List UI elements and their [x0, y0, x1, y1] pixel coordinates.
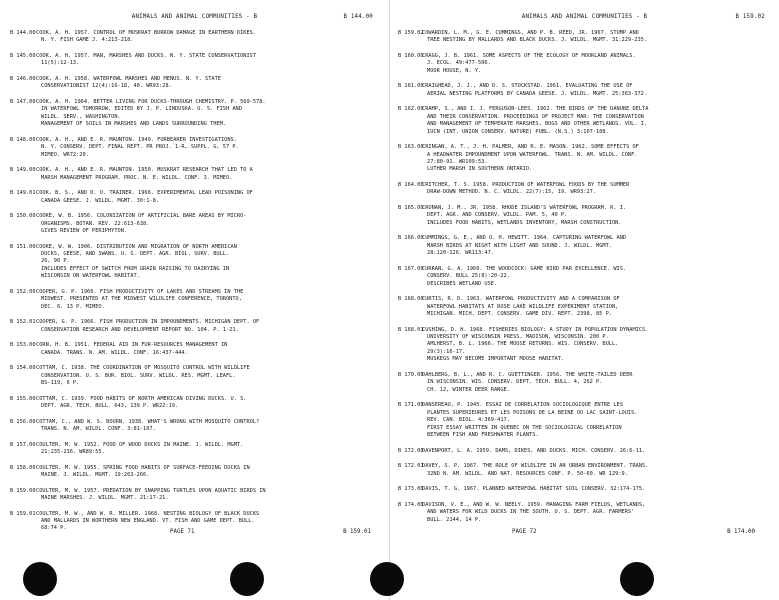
entry-text-line: COOK, A. H., AND E. R. MAUNTON. 1949. FURBEARER INVESTIGATIONS. [36, 136, 237, 143]
entry-id: B 174.00 [398, 501, 424, 508]
entry-text-line: AMLHERST, B. L. 1966. THE MOOSE RETURNS. WIS. CONSERV. BULL. [427, 341, 619, 348]
entry-text-line: DAVENPORT, L. A. 1959. DAMS, DIKES, AND DUCKS. MICH. CONSERV. 26:6-11. [422, 447, 646, 454]
entry-id: B 159.02 [398, 30, 424, 36]
bibliography-entry [0, 53, 381, 68]
entry-text-line: CORN, H. B. 1951. FEDERAL AID IN FUR-RESOURCES MANAGEMENT IN [36, 342, 228, 349]
binder-hole [230, 562, 264, 596]
entry-text-line: DESCRIBES WETLAND USE. [427, 280, 498, 287]
entry-text-line: DUCKS, GEESE, AND SWANS. U. S. DEPT. AGR. BIOL. SURV. BULL. [41, 251, 230, 258]
bibliography-entry [390, 448, 771, 455]
bibliography-entry [390, 182, 771, 197]
entry-text-line: 27:80-91. WR109:53. [427, 159, 488, 166]
entry-id: B 172.00 [398, 447, 424, 454]
bibliography-entry [0, 289, 381, 311]
footer-code: B 174.00 [727, 529, 755, 535]
entry-id: B 147.00 [10, 99, 36, 105]
bibliography-entry [390, 327, 771, 364]
entry-id: B 167.00 [398, 265, 424, 272]
entry-text-line: CRAGG, J. B. 1961. SOME ASPECTS OF THE ECOLOGY OF MOORLAND ANIMALS. [422, 53, 636, 59]
entry-text-line: CUMMINGS, G. E., AND O. H. HEWITT. 1964. CAPTURING WATERFOWL AND [422, 235, 627, 242]
entry-text-line: IN WISCONSIN. WIS. CONSERV. DEPT. TECH. BULL. 4, 262 P. [427, 379, 603, 386]
entry-text-line: CRONAN, J. M., JR. 1958. RHODE ISLAND'S WATERFOWL PROGRAM. R. I. [422, 205, 627, 212]
bibliography-entry [0, 99, 381, 129]
entry-text-line: UNIVERSITY OF WISCONSIN PRESS, MADISON, WISCONSIN. 200 P. [427, 334, 609, 341]
entry-text-line: COOK, A. H. 1964. BETTER LIVING FOR DUCKS-THROUGH CHEMISTRY. P. 569-578. [36, 99, 266, 105]
entry-id: B 149.01 [10, 190, 36, 197]
entry-text-line: BETWEEN FISH AND FRESHWATER PLANTS. [427, 431, 539, 438]
entry-text-line: DEPT. AGR. TECH. BULL. 643, 139 P. WR22:19. [41, 403, 179, 410]
entry-text-line: COOK, A. H. 1957. MAN, MARSHES AND DUCKS. N. Y. STATE CONSERVATIONIST [36, 53, 257, 59]
section-title: ANIMALS AND ANIMAL COMMUNITIES - B [131, 14, 258, 20]
entry-text-line: COOKE, W. W. 1906. DISTRIBUTION AND MIGRATION OF NORTH AMERICAN [36, 243, 237, 250]
entry-text-line: AERIAL NESTING PLATFORMS BY CANADA GEESE. J. WILDL. MGMT. 25:363-372. [427, 90, 648, 97]
entry-text-line: N. Y. CONSERV. DEPT. FINAL REPT. PR PROJ. 1-R, SUPPL. G, 57 P. [41, 144, 239, 151]
entry-text-line: DRAW-DOWN METHOD. N. C. WILDL. 22(7):15, 19. WR93:27. [427, 189, 597, 196]
entry-text-line: A HEADWATER IMPOUNDMENT UPON WATERFOWL. TRANS. N. AM. WILDL. CONF. [427, 151, 638, 158]
entry-text-line: 28:120-126. WR113:47. [427, 250, 494, 257]
bibliography-entry [390, 83, 771, 98]
page-71 [0, 0, 389, 600]
entry-text-line: MICHIGAN. MICH. DEPT. CONSERV. GAME DIV. REPT. 2398, 85 P. [427, 311, 612, 318]
entry-text-line: CUSHING, D. H. 1968. FISHERIES BIOLOGY: A STUDY IN POPULATION DYNAMICS. [422, 326, 649, 333]
entry-id: B 155.00 [10, 395, 36, 402]
entry-id: B 163.00 [398, 144, 424, 151]
entry-text-line: COULTER, M. W. 1957. PREDATION BY SNAPPING TURTLES UPON AQUATIC BIRDS IN [36, 487, 266, 494]
entry-text-line: CONSERV. BULL 25(8):20-22. [427, 273, 510, 280]
entry-text-line: FIRST ESSAY WRITTEN IN QUEBEC ON THE SOCIOLOGICAL CORRELATION [427, 424, 622, 431]
header-code: B 159.02 [735, 14, 765, 20]
entry-text-line: DEC. 6. 13 P. MIMEO. [41, 303, 105, 310]
entry-text-line: CURTIS, R. D. 1963. WATERFOWL PRODUCTIVITY AND A COMPARISON OF [422, 296, 620, 303]
entry-id: B 153.00 [10, 342, 36, 349]
entry-text-line: 26, 90 P. [41, 258, 70, 265]
bibliography-entry [0, 244, 381, 281]
binder-hole [370, 562, 404, 596]
entry-list [390, 30, 771, 532]
entry-text-line: BS-119, 6 P. [41, 380, 80, 387]
entry-text-line: J. ECOL. 49:477-506. [427, 60, 491, 67]
bibliography-entry [0, 396, 381, 411]
bibliography-entry [390, 205, 771, 227]
entry-text-line: AND THEIR CONSERVATION. PROCEEDINGS OF PROJECT MAR: THE CONSERVATION [427, 113, 644, 120]
entry-text-line: COTTAM, C. 1938. THE COORDINATION OF MOSQUITO CONTROL WITH WILDLIFE [36, 365, 250, 372]
bibliography-entry [390, 30, 771, 45]
header-code: B 144.00 [343, 14, 373, 20]
entry-text-line: WISCONSIN ON WATERFOWL HABITAT. [41, 273, 140, 280]
entry-text-line: COULTER, M. W., AND W. R. MILLER. 1968. NESTING BIOLOGY OF BLACK DUCKS [36, 510, 260, 517]
bibliography-entry [0, 213, 381, 235]
entry-text-line: TREE NESTING BY MALLARDS AND BLACK DUCKS. J. WILDL. MGMT. 31:229-235. [427, 37, 648, 44]
entry-id: B 161.00 [398, 83, 424, 90]
entry-text-line: CRAMP, S., AND I. J. FERGUSON-LEES. 1962. THE BIRDS OF THE DANUBE DELTA [422, 106, 649, 113]
entry-text-line: CURRAN, G. A. 1960. THE WOODCOCK: GAME BIRD PAR EXCELLENCE. WIS. [422, 265, 627, 272]
entry-text-line: 29(3):16-17. [427, 348, 466, 355]
bibliography-entry [0, 30, 381, 45]
entry-text-line: COOPER, G. P. 1960. FISH PRODUCTIVITY OF LAKES AND STREAMS IN THE [36, 288, 244, 295]
entry-id: B 165.00 [398, 205, 424, 212]
entry-text-line: N. Y. FISH GAME J. 4:213-218. [41, 37, 134, 44]
entry-text-line: PLANTES SUPERIEURES ET LES POISONS DE LA BEINE OU LAC SAINT-LOUIS. [427, 409, 638, 416]
entry-text-line: COOPER, G. P. 1966. FISH PRODUCTION IN IMPOUNDMENTS. MICHIGAN DEPT. OF [36, 319, 260, 326]
entry-id: B 156.00 [10, 418, 36, 425]
entry-id: B 148.00 [10, 136, 36, 143]
entry-text-line: DAVISON, V. E., AND W. W. NEELY. 1959. MANAGING FARM FIELDS, WETLANDS, [422, 501, 646, 508]
binder-hole [620, 562, 654, 596]
bibliography-entry [390, 106, 771, 136]
entry-id: B 145.00 [10, 53, 36, 59]
entry-text-line: COTTAM, C., AND W. S. BOURN. 1938. WHAT'S WRONG WITH MOSQUITO CONTROL? [36, 418, 260, 425]
entry-text-line: MANAGEMENT OF SOILS IN MARSHES AND LANDS SURROUNDING THEM. [41, 121, 226, 128]
entry-text-line: 11(5):12-13. [41, 60, 80, 67]
bibliography-entry [390, 502, 771, 524]
entry-text-line: COOKE, W. B. 1956. COLONIZATION OF ARTIFICIAL BARE AREAS BY MICRO- [36, 213, 247, 220]
bibliography-entry [390, 463, 771, 478]
entry-text-line: AND MANAGEMENT OF TEMPERATE MARSHES, BOGS AND OTHER WETLANDS. VOL. I. [427, 121, 648, 128]
entry-id: B 150.00 [10, 213, 36, 220]
entry-text-line: CONSERVATIONIST 12(4):16-18, 40. WR93:28. [41, 83, 172, 90]
bibliography-entry [0, 465, 381, 480]
entry-text-line: DEPT. AGR. AND CONSERV. WILDL. PAM. 5, 40 P. [427, 212, 568, 219]
entry-id: B 172.01 [398, 463, 424, 470]
bibliography-entry [390, 402, 771, 439]
entry-text-line: CONSERVATION. U. S. BUR. BIOL. SURV. WILDL. RES. MGMT. LEAFL. [41, 372, 236, 379]
entry-text-line: ORGANISMS. BOTAN. REV. 22:613-638. [41, 220, 150, 227]
entry-text-line: 68:74 P. [41, 525, 67, 532]
entry-id: B 162.00 [398, 106, 424, 113]
entry-text-line: CH. 12, WINTER DEER RANGE. [427, 386, 510, 393]
entry-text-line: INCLUDES FOOD HABITS, WETLANDS INVENTORY, MARSH CONSTRUCTION. [427, 219, 622, 226]
entry-id: B 173.00 [398, 486, 424, 493]
bibliography-entry [0, 419, 381, 434]
entry-id: B 171.00 [398, 402, 424, 409]
entry-text-line: COTTAM, C. 1939. FOOD HABITS OF NORTH AMERICAN DIVING DUCKS. U. S. [36, 395, 247, 402]
entry-id: B 170.00 [398, 371, 424, 378]
bibliography-entry [0, 76, 381, 91]
entry-text-line: TRANS. N. AM. WILDL. CONF. 3:81-107. [41, 426, 156, 433]
entry-text-line: MARSH MANAGEMENT PROGRAM. PROC. N. E. WILDL. CONF. 3. MIMEO. [41, 174, 233, 181]
entry-id: B 159.00 [10, 487, 36, 494]
entry-text-line: CRINGAN, A. T., J. H. PALMER, AND R. E. MASON. 1962. SOME EFFECTS OF [422, 144, 639, 151]
entry-text-line: COOK, A. H. 1957. CONTROL OF MUSKRAT BURROW DAMAGE IN EARTHERN DIKES. [36, 30, 257, 36]
bibliography-entry [0, 342, 381, 357]
bibliography-entry [390, 235, 771, 257]
bibliography-entry [0, 190, 381, 205]
entry-text-line: AND WATERS FOR WILD DUCKS IN THE SOUTH. U. S. DEPT. AGR. FARMERS' [427, 509, 635, 516]
entry-text-line: DAVIS, T. G. 1967. PLANNED WATERFOWL HABITAT SOIL CONSERV. 32:174-175. [422, 486, 646, 493]
entry-text-line: COULTER, M. W. 1955. SPRING FOOD HABITS OF SURFACE-FEEDING DUCKS IN [36, 464, 250, 471]
entry-id: B 144.00 [10, 30, 36, 36]
entry-text-line: 32ND N. AM. WILDL. AND NAT. RESOURCES CONF. P. 50-60. WR 129:9. [427, 470, 628, 477]
entry-text-line: DAVEY, S. P. 1967. THE ROLE OF WILDLIFE IN AN URBAN ENVIRONMENT. TRANS. [422, 463, 649, 470]
entry-text-line: IUCN (INT. UNION CONSERV. NATURE) PUBL. (N.S.) 3:107-108. [427, 128, 609, 135]
entry-id: B 157.00 [10, 441, 36, 448]
entry-text-line: AND MALLARDS IN NORTHERN NEW ENGLAND. VT. FISH AND GAME DEPT. BULL. [41, 518, 255, 525]
entry-text-line: INCLUDES EFFECT OF SWITCH FROM GRAIN RAISING TO DAIRYING IN [41, 265, 230, 272]
entry-text-line: REV. CAN. BIOL. 4:369-417. [427, 417, 510, 424]
bibliography-entry [390, 486, 771, 493]
entry-id: B 152.01 [10, 319, 36, 326]
entry-id: B 149.00 [10, 167, 36, 174]
entry-text-line: MARSH BIRDS AT NIGHT WITH LIGHT AND SOUND. J. WILDL. MGMT. [427, 242, 612, 249]
bibliography-entry [390, 144, 771, 174]
entry-text-line: CANADA. TRANS. N. AM. WILDL. CONF. 16:437-444. [41, 349, 188, 356]
entry-text-line: MIMEO. WR72:20. [41, 151, 89, 158]
entry-id: B 151.00 [10, 243, 36, 250]
bibliography-entry [390, 266, 771, 288]
bibliography-entry [390, 296, 771, 318]
entry-text-line: MOOR HOUSE, N. Y. [427, 67, 482, 74]
entry-text-line: MAINE. J. WILDL. MGMT. 19:263-266. [41, 472, 150, 479]
page-number: PAGE 71 [170, 529, 195, 535]
entry-text-line: WATERFOWL HABITATS AT ROSE LAKE WILDLIFE EXPERIMENT STATION, [427, 303, 619, 310]
entry-text-line: GIVES REVIEW OF PERIPHYTON. [41, 228, 128, 235]
entry-text-line: CRITCHER, T. S. 1958. PRODUCTION OF WATERFOWL FOODS BY THE SUMMER [422, 182, 630, 189]
entry-text-line: DAHLBERG, B. L., AND R. C. GUETTINGER. 1956. THE WHITE-TAILED DEER [422, 371, 633, 378]
entry-text-line: WILDL. SERV., WASHINGTON. [41, 113, 121, 120]
entry-id: B 168.01 [398, 326, 424, 333]
entry-id: B 164.00 [398, 182, 424, 189]
entry-text-line: MAINE MARSHES. J. WILDL. MGMT. 21:17-21. [41, 495, 169, 502]
entry-text-line: CRAIGHEAD, J. J., AND D. S. STOCKSTAD. 1961. EVALUATING THE USE OF [422, 83, 633, 90]
entry-id: B 152.00 [10, 288, 36, 295]
page-72 [390, 0, 779, 600]
entry-id: B 159.01 [10, 510, 36, 517]
entry-text-line: MUSKEGS MAY BECOME IMPORTANT MOOSE HABITAT. [427, 356, 565, 363]
entry-text-line: COWARDIN, L. M., G. E. CUMMINGS, AND P. B. REED, JR. 1967. STUMP AND [422, 30, 639, 36]
entry-id: B 158.00 [10, 464, 36, 471]
bibliography-entry [390, 372, 771, 394]
entry-id: B 168.00 [398, 296, 424, 303]
entry-text-line: IN WATERFOWL TOMORROW, EDITED BY J. P. LINDUSKA. U. S. FISH AND [41, 106, 242, 113]
section-title: ANIMALS AND ANIMAL COMMUNITIES - B [521, 14, 648, 20]
binder-hole [23, 562, 57, 596]
entry-text-line: BULL. 2144, 14 P. [427, 516, 482, 523]
entry-text-line: DANSEREAU, P. 1945. ESSAI DE CORRELATION SOCIOLOGIQUE ENTRE LES [422, 402, 623, 409]
entry-id: B 146.00 [10, 76, 36, 82]
entry-text-line: COOK, A. H., AND E. R. MAUNTON. 1950. MUSKRAT RESEARCH THAT LED TO A [36, 167, 253, 174]
entry-text-line: CANADA GEESE. J. WILDL. MGMT. 30:1-8. [41, 197, 159, 204]
entry-text-line: COOK, B. S., AND D. O. TRAINER. 1966. EXPERIMENTAL LEAD POISONING OF [36, 190, 253, 197]
bibliography-entry [390, 53, 771, 75]
bibliography-entry [0, 365, 381, 387]
bibliography-entry [0, 488, 381, 503]
entry-text-line: COOK, A. H. 1958. WATERFOWL MARSHES AND MENUS. N. Y. STATE [36, 76, 221, 82]
bibliography-entry [0, 167, 381, 182]
bibliography-entry [0, 442, 381, 457]
page-number: PAGE 72 [512, 529, 537, 535]
entry-text-line: CONSERVATION RESEARCH AND DEVELOPMENT REPORT NO. 104. P. 1-21. [41, 326, 239, 333]
bibliography-entry [0, 137, 381, 159]
entry-list [0, 30, 381, 541]
entry-text-line: LUTHER MARSH IN SOUTHERN ONTARIO. [427, 166, 533, 173]
entry-text-line: 21:235-236. WR89:55. [41, 449, 105, 456]
entry-id: B 160.00 [398, 53, 424, 59]
bibliography-entry [0, 319, 381, 334]
footer-code: B 159.01 [343, 529, 371, 535]
entry-text-line: COULTER, M. W. 1952. FOOD OF WOOD DUCKS IN MAINE. J. WILDL. MGMT. [36, 441, 244, 448]
entry-id: B 166.00 [398, 235, 424, 242]
entry-text-line: MIDWEST. PRESENTED AT THE MIDWEST WILDLIFE CONFERENCE, TORONTO, [41, 296, 242, 303]
entry-id: B 154.00 [10, 365, 36, 372]
